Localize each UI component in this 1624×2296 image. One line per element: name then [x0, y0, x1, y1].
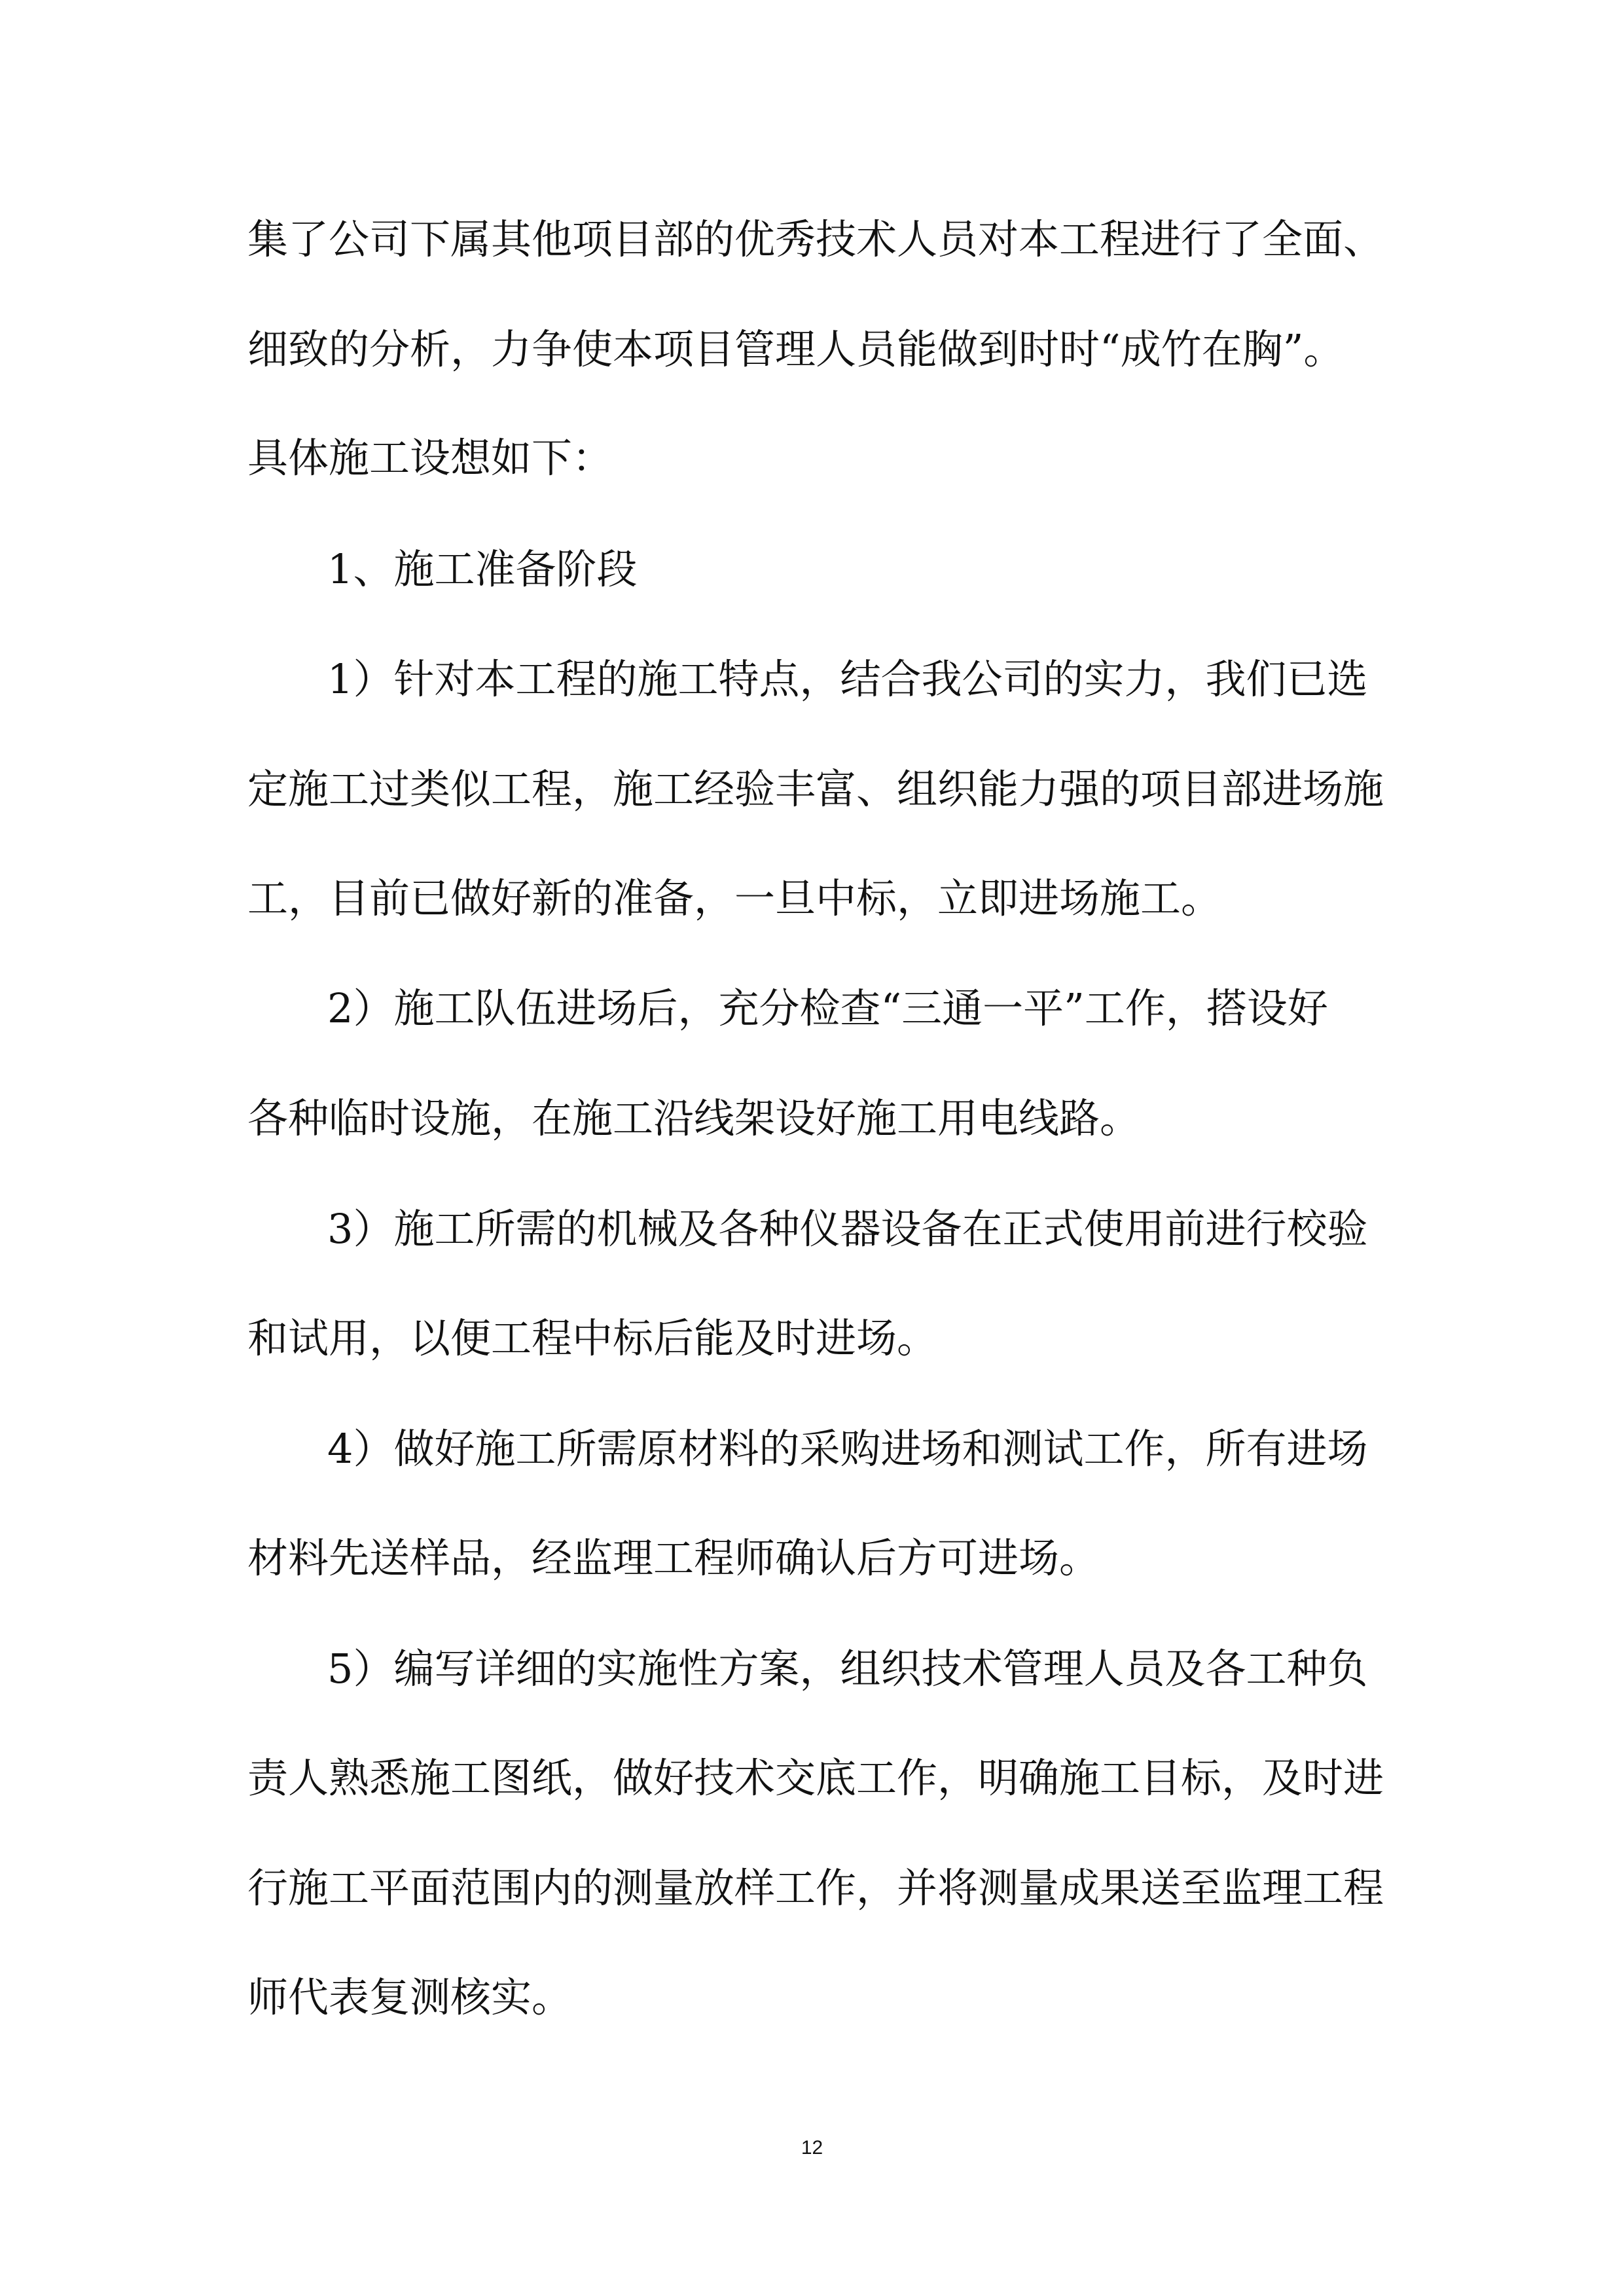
body-text-line: 1）针对本工程的施工特点，结合我公司的实力，我们已选	[327, 655, 1368, 703]
body-text-line: 各种临时设施，在施工沿线架设好施工用电线路。	[247, 1094, 1141, 1142]
body-text-line: 具体施工设想如下：	[247, 434, 613, 482]
body-text-line: 材料先送样品，经监理工程师确认后方可进场。	[247, 1534, 1100, 1582]
page-number: 12	[801, 2137, 823, 2159]
body-text-line: 师代表复测核实。	[247, 1973, 573, 2021]
body-text-line: 行施工平面范围内的测量放样工作，并将测量成果送至监理工程	[247, 1864, 1384, 1912]
body-text-line: 4）做好施工所需原材料的采购进场和测试工作，所有进场	[327, 1425, 1368, 1473]
section-heading: 1、施工准备阶段	[327, 545, 638, 593]
body-text-line: 集了公司下属其他项目部的优秀技术人员对本工程进行了全面、	[247, 215, 1384, 263]
body-text-line: 2）施工队伍进场后，充分检查“三通一平”工作，搭设好	[327, 984, 1328, 1032]
body-text-line: 细致的分析，力争使本项目管理人员能做到时时“成竹在胸”。	[247, 325, 1344, 373]
body-text-line: 5）编写详细的实施性方案，组织技术管理人员及各工种负	[327, 1645, 1368, 1693]
body-text-line: 责人熟悉施工图纸，做好技术交底工作，明确施工目标，及时进	[247, 1754, 1384, 1802]
body-text-line: 工，目前已做好新的准备，一旦中标，立即进场施工。	[247, 874, 1222, 922]
body-text-line: 和试用，以便工程中标后能及时进场。	[247, 1314, 938, 1362]
body-text-line: 定施工过类似工程，施工经验丰富、组织能力强的项目部进场施	[247, 765, 1384, 813]
body-text-line: 3）施工所需的机械及各种仪器设备在正式使用前进行校验	[327, 1205, 1368, 1253]
